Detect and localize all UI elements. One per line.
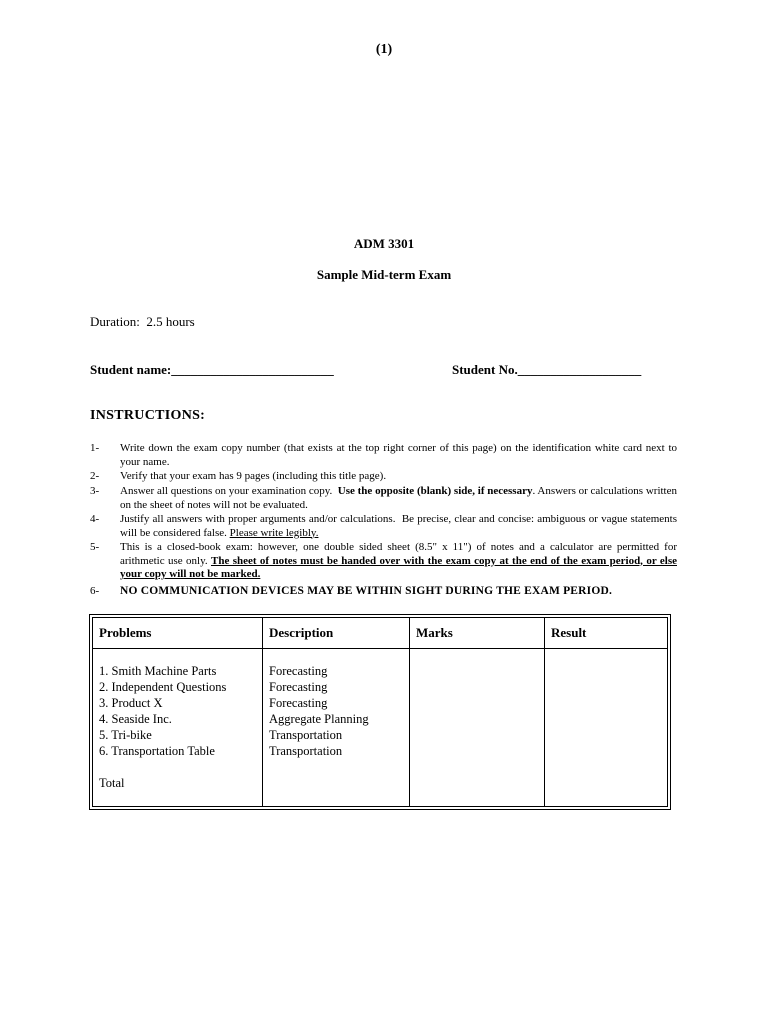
marks-cell xyxy=(410,649,545,807)
course-code: ADM 3301 xyxy=(353,236,415,251)
description-item: Transportation xyxy=(269,728,343,742)
header-problems: Problems xyxy=(93,618,263,649)
problem-item: 3. Product X xyxy=(99,696,163,710)
instructions-heading: INSTRUCTIONS: xyxy=(90,408,206,423)
instruction-underlined: Please write legibly. xyxy=(229,526,319,539)
problem-item: 4. Seaside Inc. xyxy=(99,712,172,726)
instruction-number: 2- xyxy=(90,470,100,482)
instruction-item xyxy=(90,513,680,540)
instruction-text: NO COMMUNICATION DEVICES MAY BE WITHIN SIGHT DURING THE EXAM PERIOD. xyxy=(120,585,613,597)
instruction-text-part: Answer all questions on your examination copy. xyxy=(120,485,338,497)
instruction-text-part: Justify all answers with proper arguments and/or calculations. Be precise, clear and concise: ambiguous or vague statements will be considered false. xyxy=(120,513,680,539)
duration-text: Duration: 2.5 hours xyxy=(90,314,195,329)
student-name-field: Student name:_________________________ xyxy=(90,362,334,377)
problem-item: 1. Smith Machine Parts xyxy=(99,664,217,678)
student-number-field: Student No.___________________ xyxy=(452,362,642,377)
header-marks: Marks xyxy=(410,618,545,649)
problem-item: 2. Independent Questions xyxy=(99,680,227,694)
result-cell xyxy=(545,649,668,807)
instruction-item xyxy=(90,485,677,512)
description-item: Transportation xyxy=(269,744,343,758)
instruction-text: Write down the exam copy number (that exists at the top right corner of this page) on the identification white card next to your name. xyxy=(120,442,677,468)
exam-title: Sample Mid-term Exam xyxy=(316,267,452,282)
description-item: Forecasting xyxy=(269,696,328,710)
instruction-text xyxy=(120,541,677,582)
instruction-item xyxy=(90,541,677,582)
problem-item: 6. Transportation Table xyxy=(99,744,215,758)
instruction-item xyxy=(90,470,677,484)
header-result: Result xyxy=(545,618,668,649)
instruction-text-part: This is a closed-book exam: however, one double sided sheet (8.5" x 11") of notes and a calculator are permitted for arithmetic use only. xyxy=(120,541,677,567)
instruction-text xyxy=(120,485,677,512)
description-item: Forecasting xyxy=(269,664,328,678)
exam-copy-number: (1) xyxy=(375,42,393,57)
instruction-bold-underlined: The sheet of notes must be handed over with the exam copy at the end of the exam period, or else your copy will not be marked. xyxy=(120,554,677,580)
description-cell xyxy=(263,649,410,807)
header-description: Description xyxy=(263,618,410,649)
instruction-item xyxy=(90,585,677,599)
marks-table xyxy=(89,614,671,810)
description-item: Forecasting xyxy=(269,680,328,694)
instruction-number: 3- xyxy=(90,485,100,497)
instruction-number: 4- xyxy=(90,513,100,525)
problems-cell xyxy=(93,649,263,807)
instruction-item xyxy=(90,442,677,469)
instruction-number: 6- xyxy=(90,585,100,597)
instruction-text-part: . Answers or calculations written on the sheet of notes will not be evaluated. xyxy=(120,485,677,511)
table-row xyxy=(93,649,668,807)
problem-item: 5. Tri-bike xyxy=(99,728,152,742)
instruction-emphasis: Use the opposite (blank) side, if necessary xyxy=(337,485,533,497)
instruction-text: Verify that your exam has 9 pages (including this title page). xyxy=(120,470,387,482)
instruction-text xyxy=(120,513,680,540)
description-item: Aggregate Planning xyxy=(269,712,369,726)
instruction-number: 1- xyxy=(90,442,100,454)
table-header-row xyxy=(93,618,668,649)
instruction-number: 5- xyxy=(90,541,100,553)
total-label: Total xyxy=(99,776,125,790)
